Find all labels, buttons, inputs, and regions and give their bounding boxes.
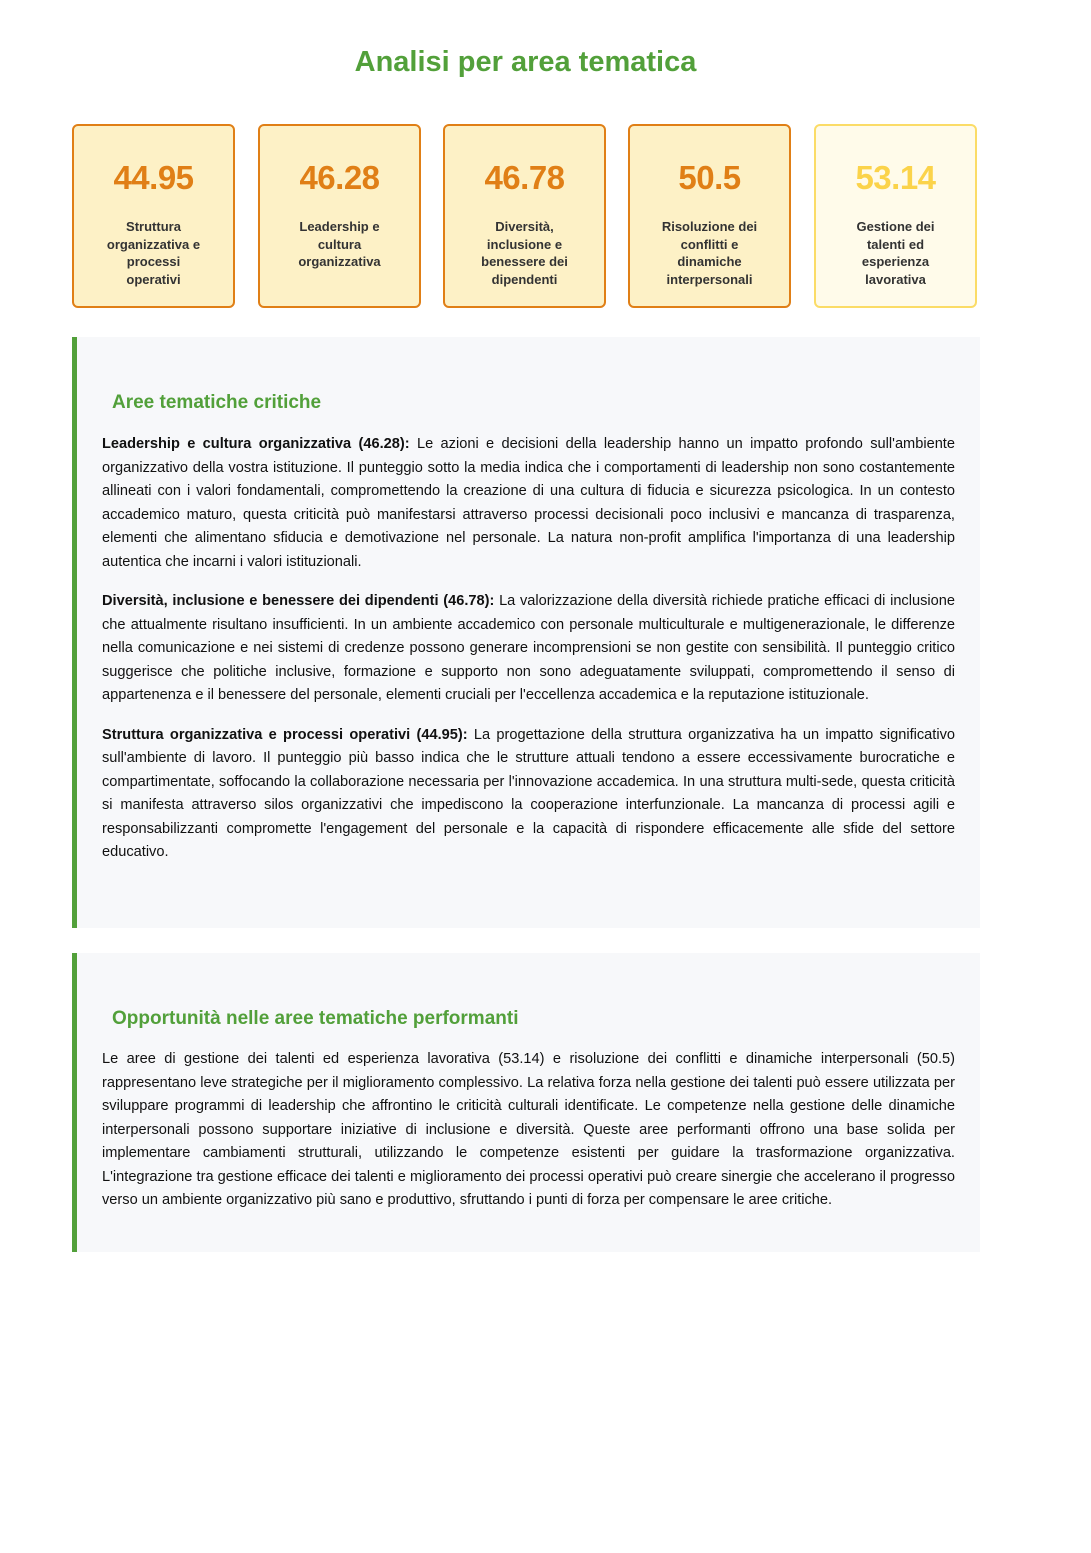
score-value: 46.78 (484, 159, 565, 196)
opportunities-body (102, 1048, 955, 1229)
score-label: Risoluzione dei conflitti e dinamiche interpersonali (661, 219, 758, 287)
score-value: 50.5 (678, 159, 741, 196)
score-value: 44.95 (113, 159, 194, 196)
score-card (72, 124, 235, 308)
critical-item-heading: Diversità, inclusione e benessere dei dipendenti (46.78): (102, 593, 495, 609)
score-card (258, 124, 421, 308)
score-card (443, 124, 606, 308)
critical-item (102, 724, 955, 865)
critical-areas-section (72, 337, 980, 928)
opportunities-title: Opportunità nelle aree tematiche performanti (112, 1008, 519, 1029)
score-value: 53.14 (855, 159, 936, 196)
score-value: 46.28 (299, 159, 380, 196)
critical-item (102, 433, 955, 574)
critical-item-heading: Leadership e cultura organizzativa (46.28): (102, 436, 410, 452)
score-cards (72, 124, 980, 312)
score-card (628, 124, 791, 308)
opportunities-text: Le aree di gestione dei talenti ed esperienza lavorativa (53.14) e risoluzione dei conflitti e dinamiche interpersonali (50.5) rappresentano leve strategiche per il miglioramento complessivo. La relativa forza nella gestione dei talenti può essere utilizzata per sviluppare programmi di leadership che affrontino le criticità culturali identificate. Le competenze nella gestione delle dinamiche interpersonali possono supportare iniziative di inclusione e diversità. Queste aree performanti offrono una base solida per implementare cambiamenti strutturali, utilizzando le competenze esistenti per guidare la trasformazione organizzativa. L'integrazione tra gestione efficace dei talenti e miglioramento dei processi operativi può creare sinergie che accelerano il progresso verso un ambiente organizzativo più sano e produttivo, sfruttando i punti di forza per compensare le aree critiche. (102, 1051, 955, 1208)
critical-item-text: La valorizzazione della diversità richiede pratiche efficaci di inclusione che attualmente risultano insufficienti. In un ambiente accademico con personale multiculturale e multigenerazionale, le differenze nella comunicazione e nei sistemi di credenze possono generare incomprensioni se non gestite con sensibilità. Il punteggio critico suggerisce che politiche inclusive, formazione e supporto non sono adeguatamente sviluppati, compromettendo il senso di appartenenza e il benessere del personale, elementi cruciali per l'eccellenza accademica e la reputazione istituzionale. (102, 593, 955, 703)
score-label: Gestione dei talenti ed esperienza lavorativa (856, 219, 935, 287)
critical-item-heading: Struttura organizzativa e processi operativi (44.95): (102, 726, 468, 743)
critical-item (102, 590, 955, 708)
score-label: Diversità, inclusione e benessere dei dipendenti (481, 219, 568, 287)
critical-item-text: Le azioni e decisioni della leadership hanno un impatto profondo sull'ambiente organizzativo della vostra istituzione. Il punteggio sotto la media indica che i comportamenti di leadership non sono costantemente allineati con i valori fondamentali, compromettendo la creazione di una cultura di fiducia e sicurezza psicologica. In un contesto accademico maturo, questa criticità può manifestarsi attraverso processi decisionali poco inclusivi e mancanza di trasparenza, elementi che alimentano sfiducia e demotivazione nel personale. La natura non-profit amplifica l'importanza di una leadership autentica che incarni i valori istituzionali. (102, 436, 955, 570)
page-title: Analisi per area tematica (354, 46, 697, 78)
opportunities-section (72, 953, 980, 1252)
critical-areas-body (102, 433, 955, 881)
score-card (814, 124, 977, 308)
score-label: Struttura organizzativa e processi operativi (106, 219, 201, 287)
score-label: Leadership e cultura organizzativa (298, 219, 381, 269)
critical-areas-title: Aree tematiche critiche (112, 392, 322, 413)
critical-item-text: La progettazione della struttura organizzativa ha un impatto significativo sull'ambiente di lavoro. Il punteggio più basso indica che le strutture attuali tendono a essere eccessivamente burocratiche e compartimentate, soffocando la collaborazione necessaria per l'innovazione accademica. In una struttura multi-sede, questa criticità si manifesta attraverso silos organizzativi che impediscono la cooperazione interfunzionale. La mancanza di processi agili e responsabilizzanti compromette l'engagement del personale e la capacità di rispondere efficacemente alle sfide del settore educativo. (102, 726, 955, 860)
